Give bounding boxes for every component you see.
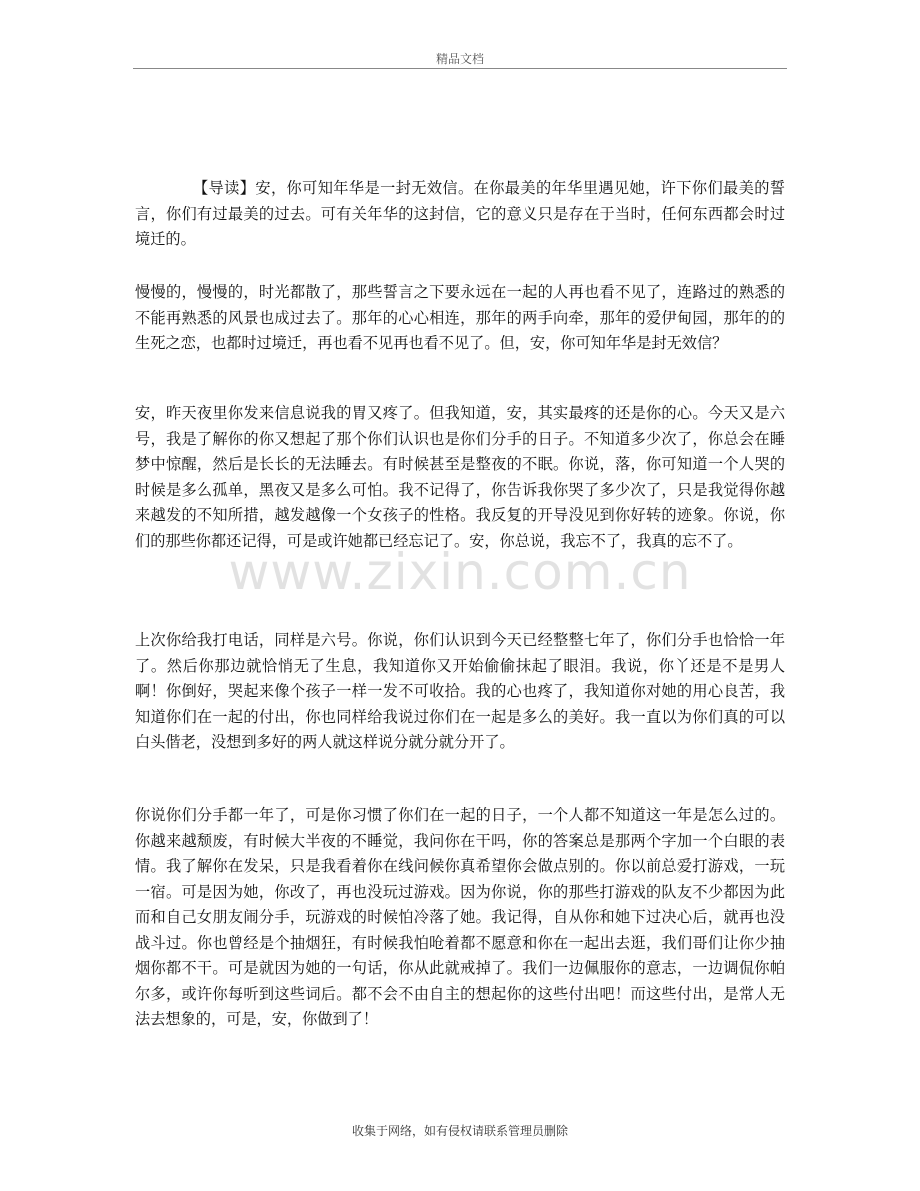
paragraph-4: 上次你给我打电话，同样是六号。你说，你们认识到今天已经整整七年了，你们分手也恰恰一年了。然后你那边就恰悄无了生息，我知道你又开始偷偷抹起了眼泪。我说，你丫还是不是男人啊！你倒好，哭起来像个孩子一样一发不可收拾。我的心也疼了，我知道你对她的用心良苦，我知道你们在一起的付出，你也同样给我说过你们在一起是多么的美好。我一直以为你们真的可以白头偕老，没想到多好的两人就这样说分就分就分开了。 — [135, 631, 785, 751]
page-footer: 收集于网络，如有侵权请联系管理员删除 — [351, 1124, 568, 1138]
paragraph-5: 你说你们分手都一年了，可是你习惯了你们在一起的日子，一个人都不知道这一年是怎么过的。你越来越颓废，有时候大半夜的不睡觉，我问你在干吗，你的答案总是那两个字加一个白眼的表情。我了解你在发呆，只是我看着你在线问候你真希望你会做点别的。你以前总爱打游戏，一玩一宿。可是因为她，你改了，再也没玩过游戏。因为你说，你的那些打游戏的队友不少都因为此而和自己女朋友闹分手，玩游戏的时候怕冷落了她。我记得，自从你和她下过决心后，就再也没战斗过。你也曾经是个抽烟狂，有时候我怕呛着都不愿意和你在一起出去逛，我们哥们让你少抽烟你都不干。可是就因为她的一句话，你从此就戒掉了。我们一边佩服你的意志，一边调侃你帕尔多，或许你每听到这些词后。都不会不由自主的想起你的这些付出吧！而这些付出，是常人无法去想象的，可是，安，你做到了！ — [135, 806, 785, 1028]
paragraph-2: 慢慢的，慢慢的，时光都散了，那些誓言之下要永远在一起的人再也看不见了，连路过的熟悉的不能再熟悉的风景也成过去了。那年的心心相连，那年的两手向牵，那年的爱伊甸园，那年的的生死之恋，也都时过境迁，再也看不见再也看不见了。但，安，你可知年华是封无效信？ — [135, 283, 785, 352]
paragraph-intro: 【导读】安，你可知年华是一封无效信。在你最美的年华里遇见她，许下你们最美的誓言，你们有过最美的过去。可有关年华的这封信，它的意义只是存在于当时，任何东西都会时过境迁的。 — [135, 179, 785, 248]
header-divider — [133, 68, 787, 69]
watermark: www.zixin.com.cn — [228, 543, 692, 601]
paragraph-3: 安，昨天夜里你发来信息说我的胃又疼了。但我知道，安，其实最疼的还是你的心。今天又是六号，我是了解你的你又想起了那个你们认识也是你们分手的日子。不知道多少次了，你总会在睡梦中惊醒，然后是长长的无法睡去。有时候甚至是整夜的不眠。你说，落，你可知道一个人哭的时候是多么孤单，黑夜又是多么可怕。我不记得了，你告诉我你哭了多少次了，只是我觉得你越来越发的不知所措，越发越像一个女孩子的性格。我反复的开导没见到你好转的迹象。你说，你们的那些你都还记得，可是或许她都已经忘记了。安，你总说，我忘不了，我真的忘不了。 — [135, 404, 785, 550]
page-header: 精品文档 — [435, 52, 484, 66]
